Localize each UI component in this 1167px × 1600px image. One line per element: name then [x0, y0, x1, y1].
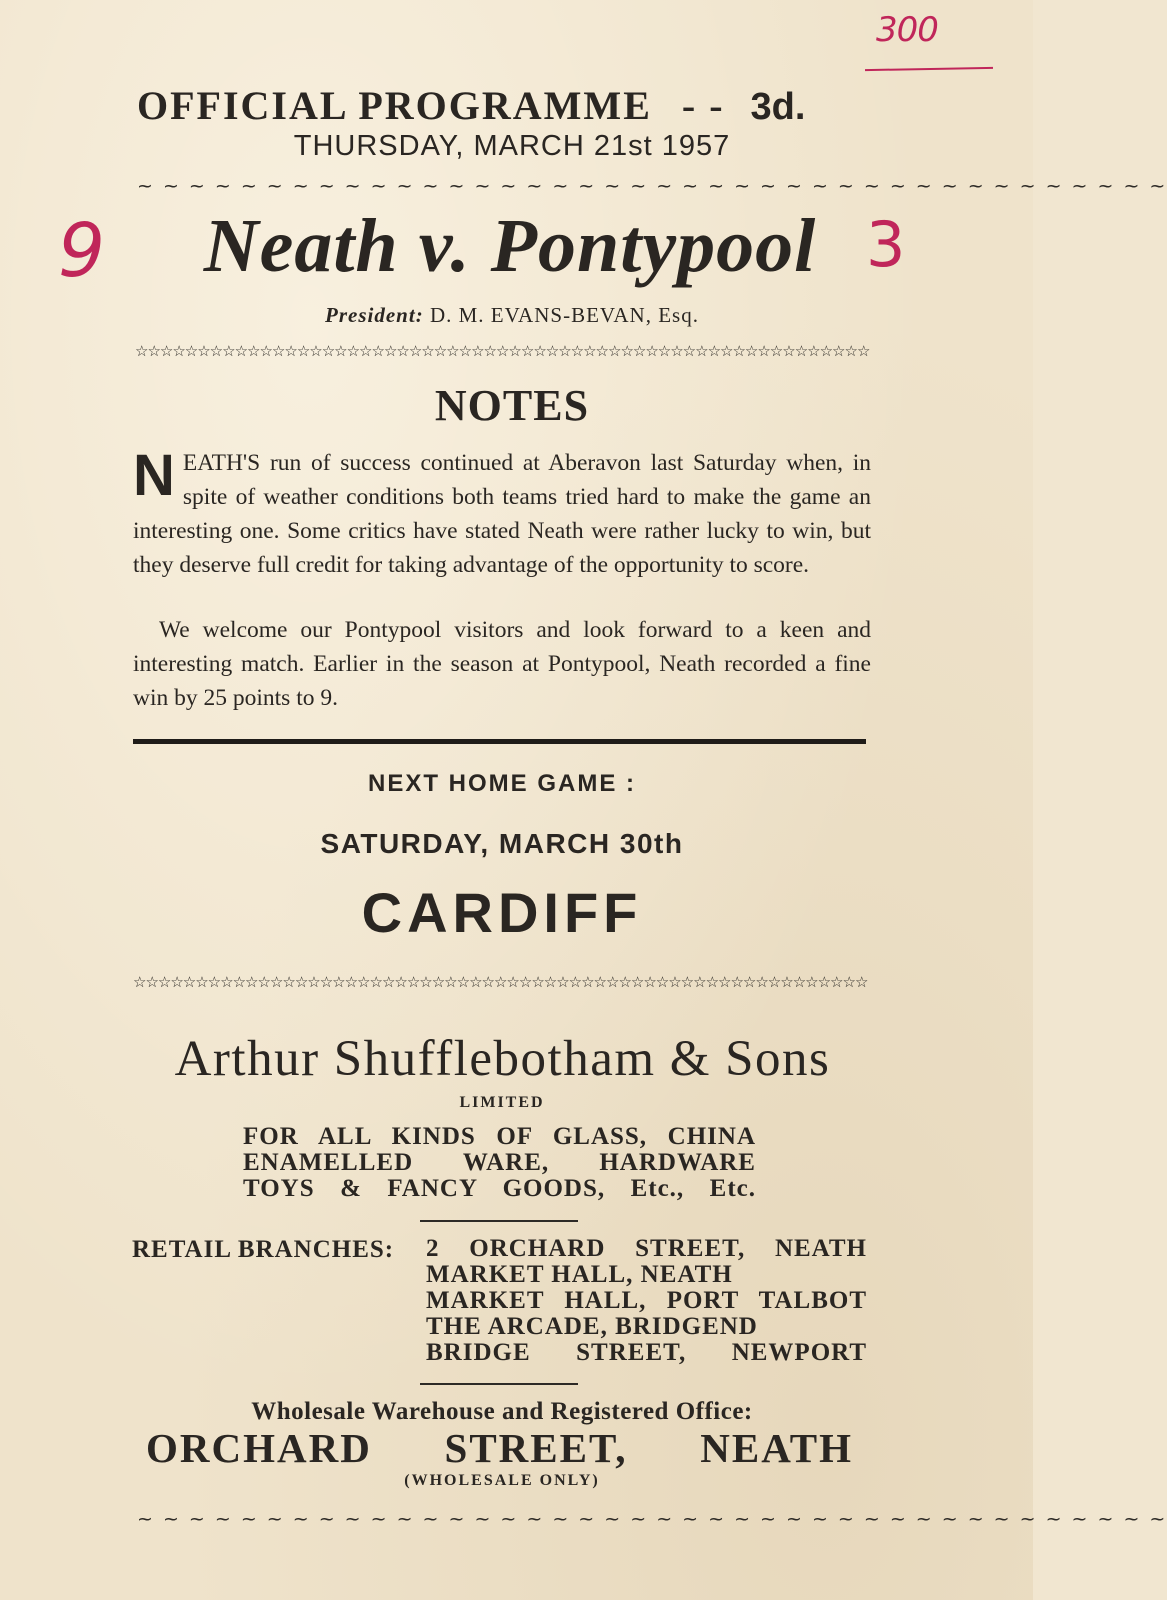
wholesale-label: Wholesale Warehouse and Registered Office: — [251, 1398, 753, 1425]
handwritten-home-score: 9 — [58, 208, 106, 294]
goods-line: ENAMELLED WARE, HARDWARE — [243, 1149, 756, 1176]
advert-divider-bottom — [420, 1383, 578, 1385]
branch-item: BRIDGE STREET, NEWPORT — [426, 1339, 867, 1366]
goods-line: TOYS & FANCY GOODS, Etc., Etc. — [243, 1175, 756, 1202]
branch-item: 2 ORCHARD STREET, NEATH — [426, 1235, 867, 1262]
president-name: D. M. EVANS-BEVAN, Esq. — [429, 303, 699, 327]
next-home-game-label: NEXT HOME GAME : — [367, 770, 636, 797]
programme-price: 3d. — [750, 86, 806, 128]
match-date: THURSDAY, MARCH 21st 1957 — [293, 130, 731, 162]
notes-heading: NOTES — [434, 381, 590, 430]
programme-title: OFFICIAL PROGRAMME — [137, 83, 652, 128]
wave-ornament-top: ~ ~ ~ ~ ~ ~ ~ ~ ~ ~ ~ ~ ~ ~ ~ ~ ~ ~ ~ ~ ~ ~ ~ ~ ~ ~ ~ ~ ~ ~ ~ ~ ~ ~ ~ ~ ~ ~ ~ ~ — [137, 175, 1167, 197]
handwritten-note-300: 300 — [876, 10, 938, 50]
drop-cap: N — [133, 443, 175, 508]
branch-item: MARKET HALL, PORT TALBOT — [426, 1287, 867, 1314]
section-divider — [133, 739, 866, 744]
advert-divider-top — [420, 1220, 578, 1222]
next-game-date: SATURDAY, MARCH 30th — [320, 828, 684, 859]
next-game-opponent: CARDIFF — [361, 881, 643, 944]
notes-paragraph-1-text: EATH'S run of success continued at Aberavon last Saturday when, in spite of weather conditions both teams tried hard to make the game an interesting one. Some critics have stated Neath were rather lucky to win, but they deserve full credit for taking advantage of the opportunity to score. — [133, 450, 871, 578]
star-ornament-bottom: ☆☆☆☆☆☆☆☆☆☆☆☆☆☆☆☆☆☆☆☆☆☆☆☆☆☆☆☆☆☆☆☆☆☆☆☆☆☆☆☆☆☆☆☆☆☆☆☆☆☆☆☆☆☆☆☆☆☆☆ — [133, 973, 868, 991]
header-dash: - - — [681, 83, 725, 128]
programme-header — [137, 82, 887, 129]
notes-paragraph-1 — [133, 443, 871, 582]
advertiser-name: Arthur Shufflebotham & Sons — [174, 1031, 831, 1087]
advertiser-goods — [243, 1124, 756, 1202]
notes-paragraph-2: We welcome our Pontypool visitors and look forward to a keen and interesting match. Earlier in the season at Pontypool, Neath recorded a fine win by 25 points to 9. — [133, 617, 871, 711]
match-title: Neath v. Pontypool — [203, 204, 817, 288]
wholesale-address: ORCHARD STREET, NEATH — [146, 1425, 853, 1471]
handwritten-away-score: 3 — [866, 208, 906, 281]
goods-line: FOR ALL KINDS OF GLASS, CHINA — [243, 1123, 756, 1150]
retail-branches-label: RETAIL BRANCHES: — [132, 1236, 395, 1263]
advertiser-limited: LIMITED — [459, 1094, 545, 1111]
president-label: President: — [325, 303, 424, 327]
wholesale-note: (WHOLESALE ONLY) — [404, 1472, 600, 1489]
star-ornament-top: ☆☆☆☆☆☆☆☆☆☆☆☆☆☆☆☆☆☆☆☆☆☆☆☆☆☆☆☆☆☆☆☆☆☆☆☆☆☆☆☆☆☆☆☆☆☆☆☆☆☆☆☆☆☆☆☆☆☆☆ — [135, 342, 870, 360]
retail-branches-list — [426, 1236, 867, 1366]
branch-item: MARKET HALL, NEATH — [426, 1261, 733, 1288]
branch-item: THE ARCADE, BRIDGEND — [426, 1313, 758, 1340]
president-line — [137, 303, 887, 328]
handwritten-underline — [865, 67, 993, 71]
wave-ornament-bottom: ~ ~ ~ ~ ~ ~ ~ ~ ~ ~ ~ ~ ~ ~ ~ ~ ~ ~ ~ ~ ~ ~ ~ ~ ~ ~ ~ ~ ~ ~ ~ ~ ~ ~ ~ ~ ~ ~ ~ ~ — [137, 1508, 1167, 1530]
